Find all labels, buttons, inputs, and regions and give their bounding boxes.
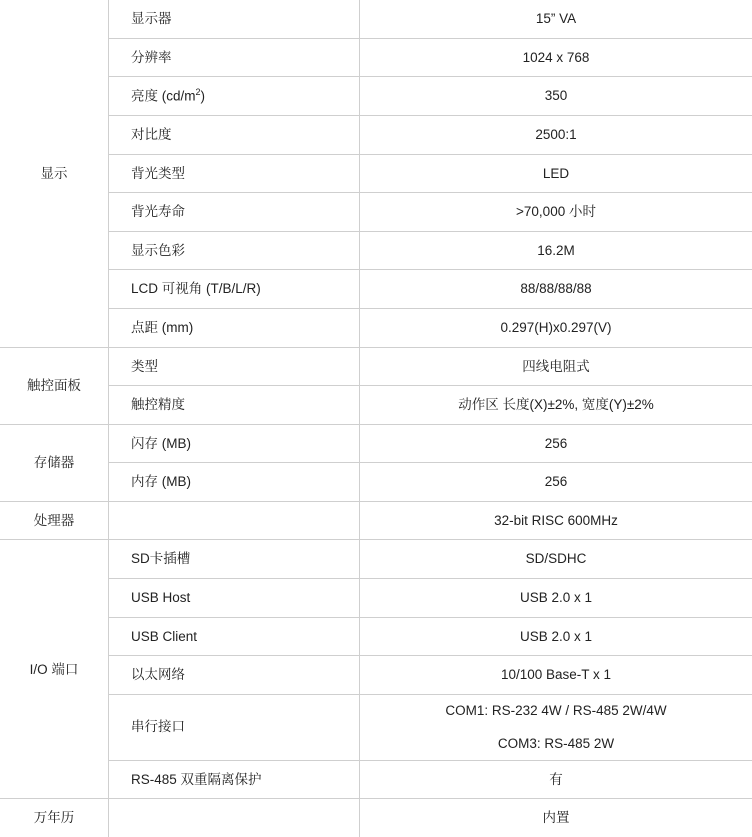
- table-row: [0, 617, 752, 656]
- spec-value: 四线电阻式: [360, 347, 752, 386]
- spec-item: 对比度: [109, 116, 360, 155]
- spec-value: 16.2M: [360, 231, 752, 270]
- spec-value: 动作区 长度(X)±2%, 宽度(Y)±2%: [360, 386, 752, 425]
- table-row: [0, 77, 752, 116]
- group-label-display: 显示: [0, 0, 109, 347]
- table-row: [0, 116, 752, 155]
- table-row: [0, 656, 752, 695]
- spec-item: [109, 501, 360, 540]
- group-label-storage: 存储器: [0, 424, 109, 501]
- spec-value: 内置: [360, 799, 752, 837]
- spec-item-base: 亮度 (cd/m: [131, 89, 196, 104]
- spec-item: [109, 799, 360, 837]
- spec-item: LCD 可视角 (T/B/L/R): [109, 270, 360, 309]
- spec-item: 显示色彩: [109, 231, 360, 270]
- table-row: [0, 578, 752, 617]
- spec-value: 0.297(H)x0.297(V): [360, 309, 752, 348]
- table-row: [0, 38, 752, 77]
- spec-item: 串行接口: [109, 694, 360, 760]
- group-label-io-ports: I/O 端口: [0, 540, 109, 799]
- spec-value-line: COM3: RS-485 2W: [366, 734, 746, 754]
- spec-value: [360, 694, 752, 760]
- spec-item: 以太网络: [109, 656, 360, 695]
- spec-item: 点距 (mm): [109, 309, 360, 348]
- spec-value: 有: [360, 760, 752, 799]
- spec-value: LED: [360, 154, 752, 193]
- table-row: [0, 760, 752, 799]
- spec-item: 显示器: [109, 0, 360, 38]
- spec-value: USB 2.0 x 1: [360, 578, 752, 617]
- spec-value: >70,000 小时: [360, 193, 752, 232]
- table-row: [0, 501, 752, 540]
- spec-item: [109, 77, 360, 116]
- table-row: [0, 193, 752, 232]
- table-row: [0, 463, 752, 502]
- spec-value-line: COM1: RS-232 4W / RS-485 2W/4W: [366, 701, 746, 721]
- spec-value: USB 2.0 x 1: [360, 617, 752, 656]
- table-row: [0, 0, 752, 38]
- spec-item: 分辨率: [109, 38, 360, 77]
- spec-value: 2500:1: [360, 116, 752, 155]
- spec-value: 256: [360, 424, 752, 463]
- table-row: [0, 386, 752, 425]
- table-row: [0, 231, 752, 270]
- spec-item: 内存 (MB): [109, 463, 360, 502]
- spec-item: 类型: [109, 347, 360, 386]
- spec-value: 15” VA: [360, 0, 752, 38]
- spec-item: USB Client: [109, 617, 360, 656]
- table-row: [0, 270, 752, 309]
- spec-item-tail: ): [201, 89, 206, 104]
- group-label-touch-panel: 触控面板: [0, 347, 109, 424]
- table-row: [0, 154, 752, 193]
- table-row: [0, 347, 752, 386]
- table-row: [0, 540, 752, 579]
- spec-item: RS-485 双重隔离保护: [109, 760, 360, 799]
- spec-value: 1024 x 768: [360, 38, 752, 77]
- spec-item: USB Host: [109, 578, 360, 617]
- group-label-rtc: 万年历: [0, 799, 109, 837]
- spec-value: 88/88/88/88: [360, 270, 752, 309]
- group-label-processor: 处理器: [0, 501, 109, 540]
- spec-item: 触控精度: [109, 386, 360, 425]
- spec-item: 背光类型: [109, 154, 360, 193]
- spec-item: SD卡插槽: [109, 540, 360, 579]
- spec-value: SD/SDHC: [360, 540, 752, 579]
- spec-value: 256: [360, 463, 752, 502]
- table-row: [0, 799, 752, 837]
- spec-value: 350: [360, 77, 752, 116]
- spec-item: 闪存 (MB): [109, 424, 360, 463]
- table-row: [0, 309, 752, 348]
- table-row: [0, 424, 752, 463]
- spec-item-superscript: 2: [196, 87, 201, 97]
- spec-item: 背光寿命: [109, 193, 360, 232]
- table-row: [0, 694, 752, 760]
- spec-value: 32-bit RISC 600MHz: [360, 501, 752, 540]
- spec-value: 10/100 Base-T x 1: [360, 656, 752, 695]
